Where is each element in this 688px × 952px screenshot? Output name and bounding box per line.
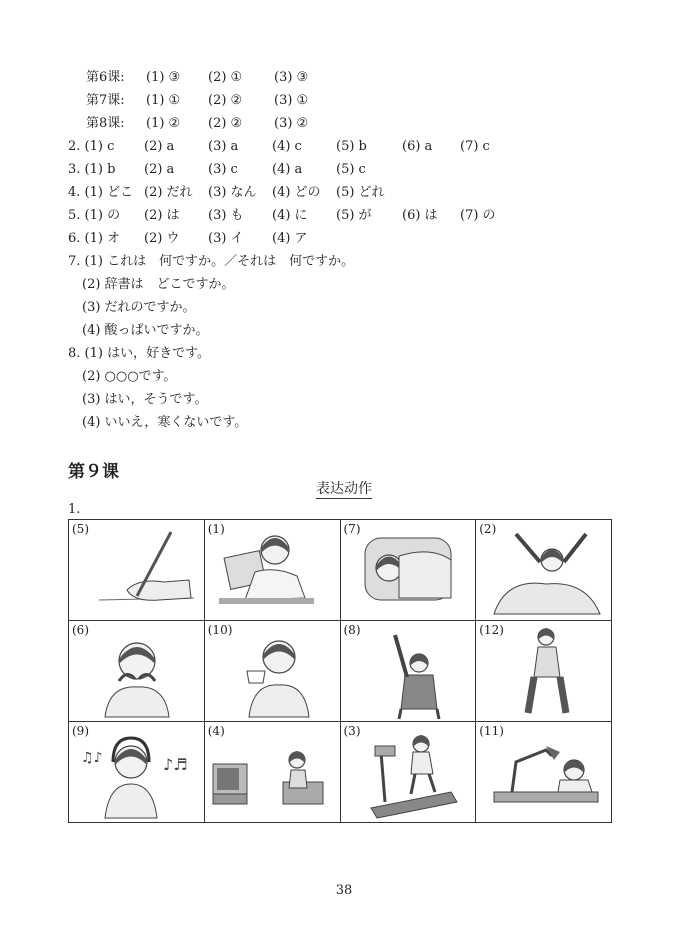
answer-item: 第7课: [86, 93, 125, 108]
answer-item: (5) c [336, 162, 366, 177]
answer-item: 2. (1) c [68, 139, 115, 154]
cell-label: (6) [72, 623, 89, 637]
answer-item: (3) ③ [274, 70, 309, 85]
illustration-cell [204, 621, 340, 722]
answer-item: (7) c [460, 139, 490, 154]
answer-item: (3) イ [208, 231, 244, 246]
illustration-cell [69, 722, 205, 823]
listening-music-illustration [69, 722, 205, 822]
answer-item: (1) ③ [146, 70, 181, 85]
answer-item: (6) a [402, 139, 433, 154]
answer-item: (2) だれ [144, 185, 193, 200]
waking-stretch-illustration [476, 520, 612, 620]
putting-on-shirt-illustration [341, 621, 477, 721]
illustration-cell [340, 621, 476, 722]
answer-item: 6. (1) オ [68, 231, 121, 246]
answer-item: (2) ① [208, 70, 243, 85]
answer-item: (5) b [336, 139, 367, 154]
answer-item: (7) の [460, 208, 496, 223]
cell-label: (4) [207, 724, 225, 738]
cell-label: (1) [207, 522, 225, 536]
answer-item: (3) も [208, 208, 244, 223]
answer-item: (6) は [402, 208, 438, 223]
answer-item: (4) 酸っぱいですか。 [82, 323, 209, 338]
illustration-cell [476, 722, 612, 823]
illustration-grid [68, 519, 612, 823]
illustration-cell [340, 520, 476, 621]
cell-label: (7) [343, 522, 361, 536]
answer-item: (2) 辞書は どこですか。 [82, 277, 235, 292]
answer-item: (2) a [144, 162, 175, 177]
sleeping-illustration [341, 520, 477, 620]
answer-item: (3) なん [208, 185, 257, 200]
cell-label: (11) [479, 724, 504, 738]
answer-item: 7. (1) これは 何ですか。／それは 何ですか。 [68, 254, 355, 269]
subtitle-text: 表达动作 [316, 481, 372, 497]
answer-item: 3. (1) b [68, 162, 116, 177]
cell-label: (5) [72, 522, 89, 536]
answer-item: 8. (1) はい，好きです。 [68, 346, 211, 361]
svg-text:♫♪: ♫♪ [81, 750, 103, 766]
illustration-cell [476, 520, 612, 621]
eating-illustration [69, 621, 205, 721]
grid-row [69, 520, 612, 621]
illustration-cell [69, 520, 205, 621]
illustration-cell [204, 722, 340, 823]
grid-row [69, 621, 612, 722]
cell-label: (8) [343, 623, 361, 637]
answer-item: 4. (1) どこ [68, 185, 134, 200]
answer-item: (2) ウ [144, 231, 180, 246]
answer-item: (4) a [272, 162, 303, 177]
answer-item: (2) ② [208, 116, 243, 131]
cell-label: (12) [479, 623, 504, 637]
answer-item: (4) いいえ，寒くないです。 [82, 415, 248, 430]
answer-item: (1) ① [146, 93, 181, 108]
answer-item: (5) どれ [336, 185, 385, 200]
illustration-cell [69, 621, 205, 722]
lesson-9-heading: 第９课 [68, 462, 119, 482]
answer-item: (3) a [208, 139, 239, 154]
illustration-cell [204, 520, 340, 621]
watching-tv-illustration [205, 722, 341, 822]
reading-book-illustration [205, 520, 341, 620]
illustration-cell [476, 621, 612, 722]
answer-item: (3) だれのですか。 [82, 300, 196, 315]
page-number: 38 [335, 883, 353, 898]
cell-label: (2) [479, 522, 497, 536]
answer-item: (3) c [208, 162, 238, 177]
answer-item: (4) どの [272, 185, 321, 200]
answer-item: (3) ① [274, 93, 309, 108]
illustration-cell [340, 722, 476, 823]
question-number: 1. [68, 502, 81, 517]
answer-item: (3) はい，そうです。 [82, 392, 208, 407]
answer-item: (2) a [144, 139, 175, 154]
answer-item: 5. (1) の [68, 208, 121, 223]
cell-label: (3) [343, 724, 361, 738]
treadmill-illustration [341, 722, 477, 822]
answer-item: (4) c [272, 139, 302, 154]
answer-item: (4) ア [272, 231, 308, 246]
section-subtitle [0, 478, 688, 498]
answer-item: 第8课: [86, 116, 125, 131]
answer-item: 第6课: [86, 70, 125, 85]
answer-item: (4) に [272, 208, 308, 223]
answer-item: (2) ② [208, 93, 243, 108]
answer-item: (5) が [336, 208, 372, 223]
answer-item: (2) は [144, 208, 180, 223]
grid-row [69, 722, 612, 823]
answer-item: (3) ② [274, 116, 309, 131]
cell-label: (10) [207, 623, 233, 637]
writing-hand-illustration [69, 520, 205, 620]
answer-item: (1) ② [146, 116, 181, 131]
cell-label: (9) [72, 724, 89, 738]
svg-text:♪♬: ♪♬ [163, 755, 188, 774]
answer-item: (2) ○○○です。 [82, 369, 177, 384]
